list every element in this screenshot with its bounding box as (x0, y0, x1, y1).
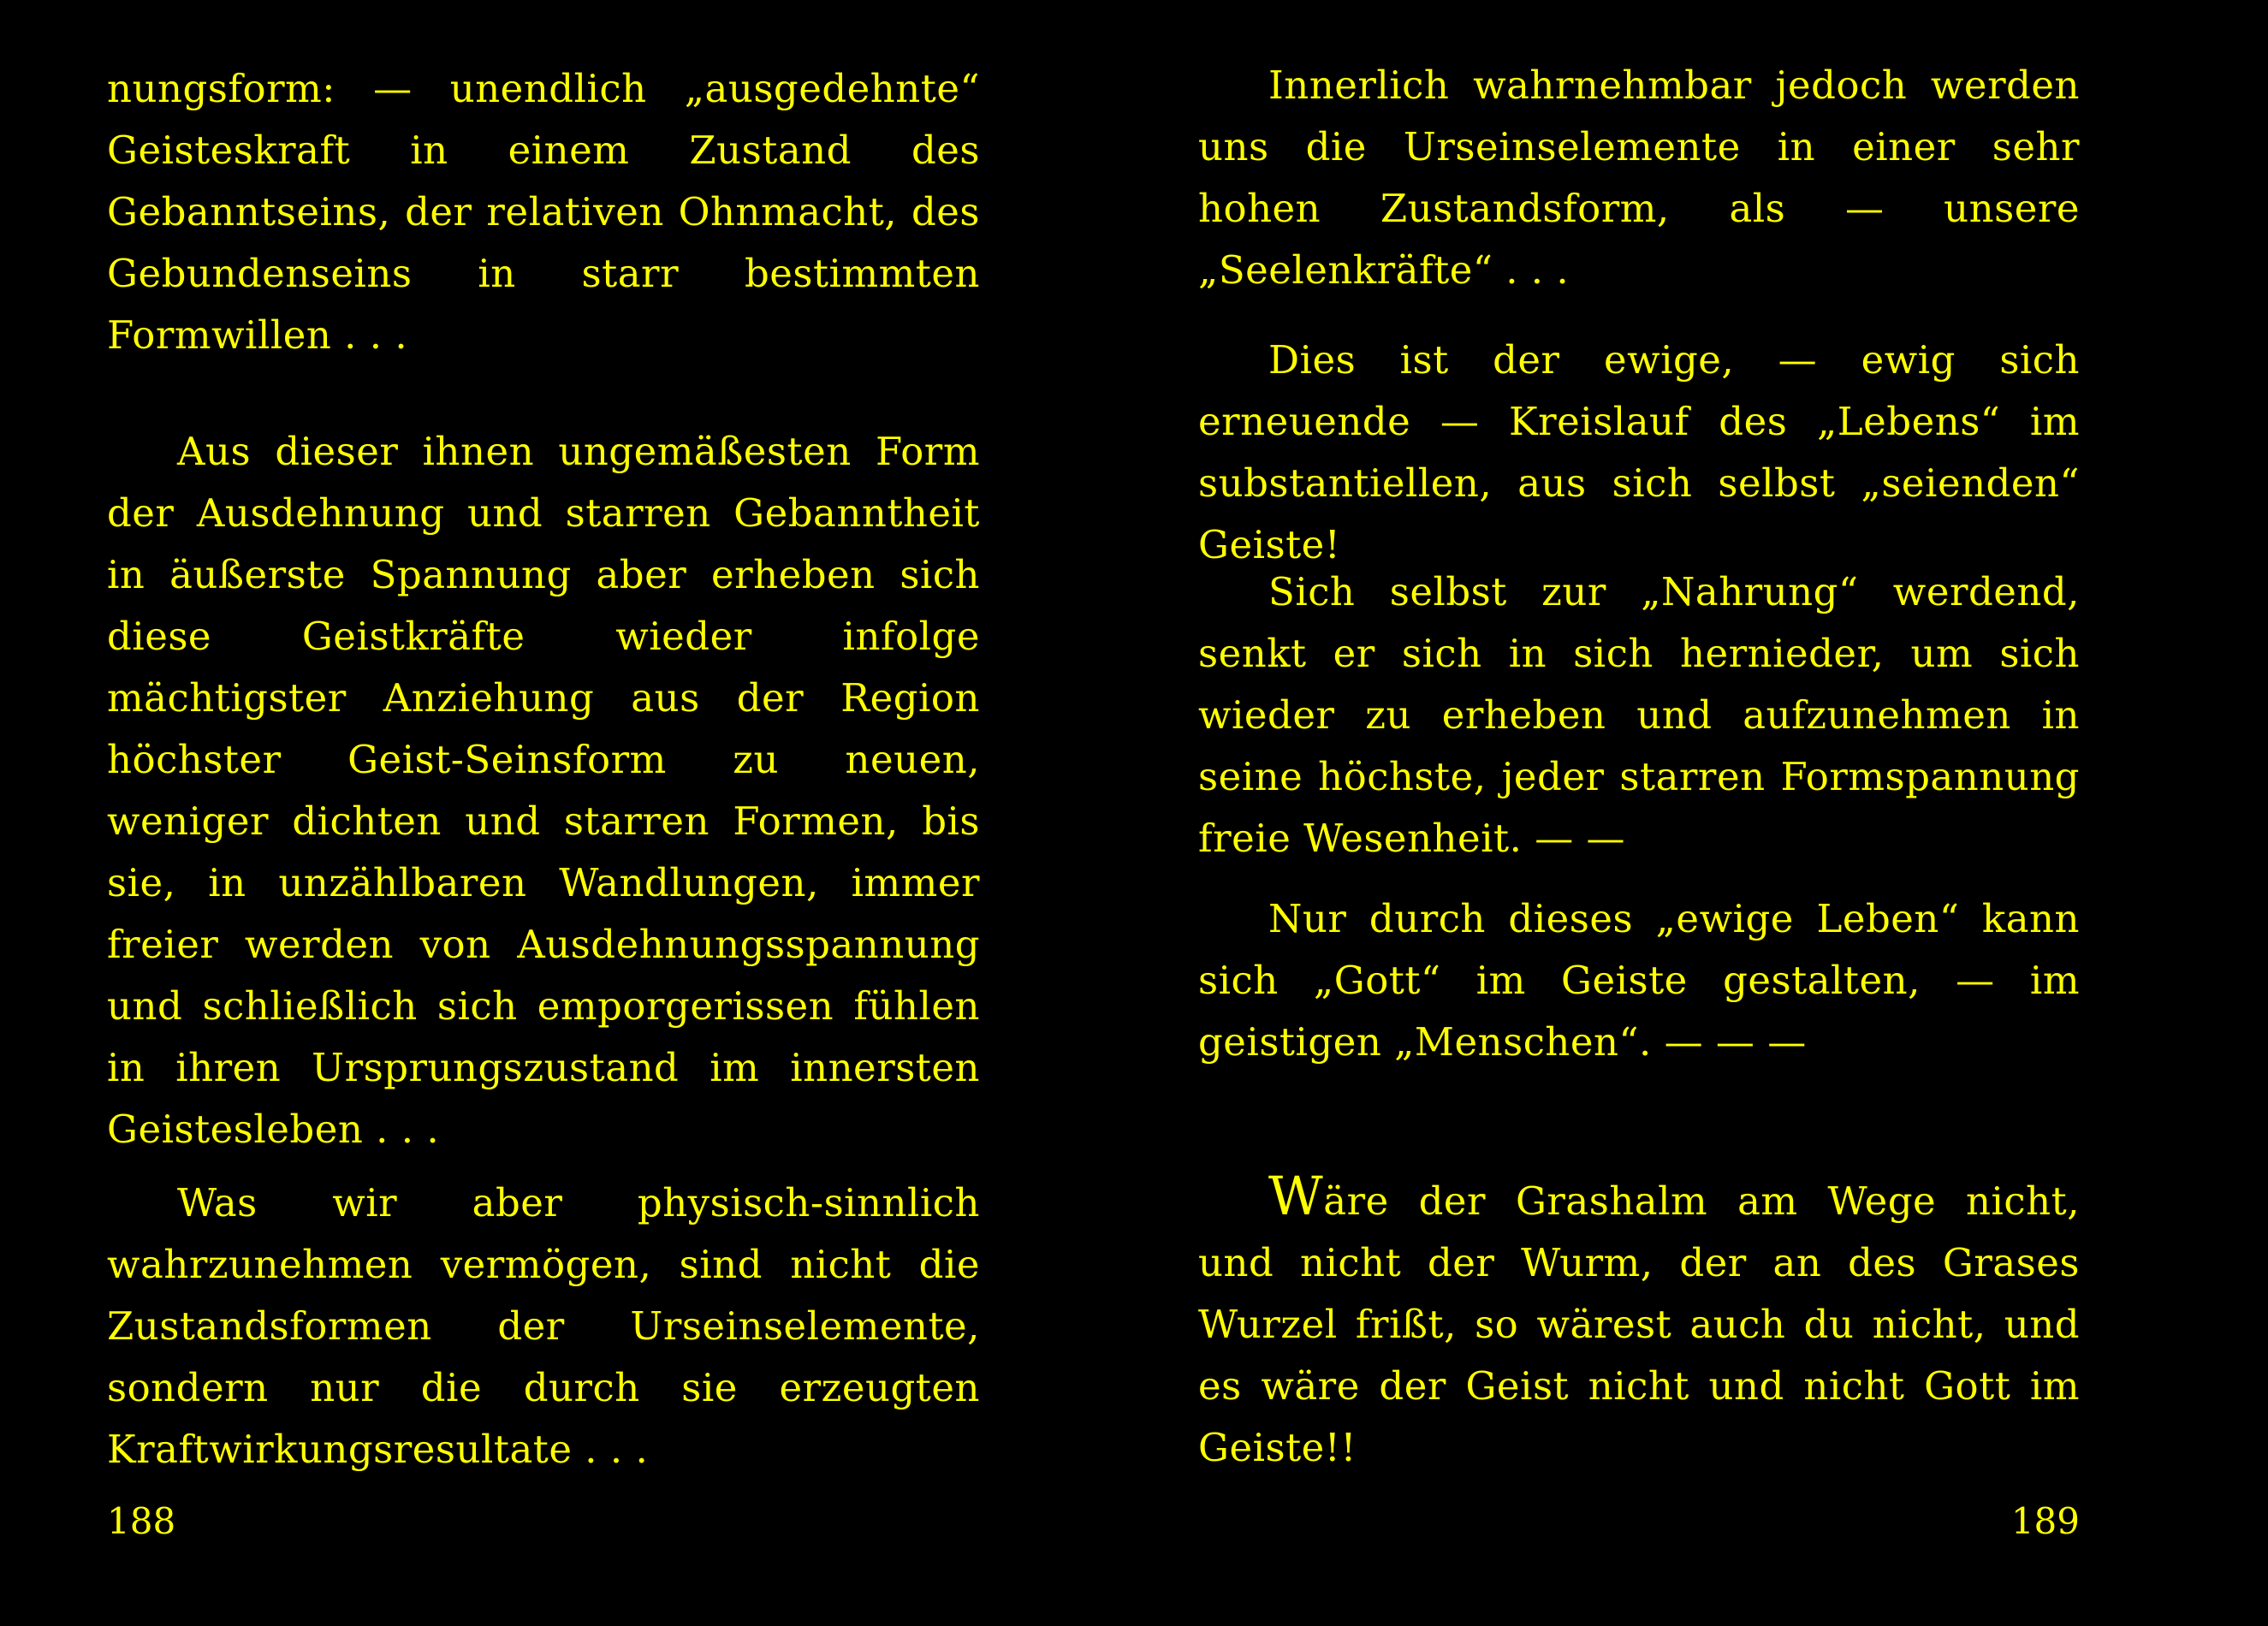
initial-letter: W (1268, 1165, 1324, 1227)
right-paragraph-1: Innerlich wahrnehmbar jedoch werden uns die Urseinselemente in einer sehr hohen Zustandsform, als — unsere „Seelenkräfte“ . . . (1198, 62, 2080, 293)
closing-text: äre der Grashalm am Wege nicht, und nicht der Wurm, der an des Grases Wurzel frißt, so wärest auch du nicht, und es wäre der Geist nicht und nicht Gott im Geiste!! (1198, 1178, 2080, 1470)
left-paragraph-3: Was wir aber physisch-sinnlich wahrzunehmen vermögen, sind nicht die Zustandsformen der Urseinselemente, sondern nur die durch sie erzeugten Kraftwirkungsresultate . . . (107, 1180, 980, 1472)
page-number-left: 188 (107, 1500, 176, 1542)
left-paragraph-1: nungsform: — unendlich „ausgedehnte“ Geisteskraft in einem Zustand des Gebanntseins, der relativen Ohnmacht, des Gebundenseins in starr bestimmten Formwillen . . . (107, 66, 980, 358)
left-page (107, 0, 980, 1626)
left-paragraph-2: Aus dieser ihnen ungemäßesten Form der Ausdehnung und starren Gebanntheit in äußerste Spannung aber erheben sich diese Geistkräfte wieder infolge mächtigster Anziehung aus der Region höchster Geist-Seinsform zu neuen, weniger dichten und starren Formen, bis sie, in unzählbaren Wandlungen, immer freier werden von Ausdehnungsspannung und schließlich sich emporgerissen fühlen in ihren Ursprungszustand im innersten Geistesleben . . . (107, 429, 980, 1152)
right-page (1198, 0, 2080, 1626)
page-number-right: 189 (2010, 1500, 2080, 1542)
right-paragraph-2: Dies ist der ewige, — ewig sich erneuende — Kreislauf des „Lebens“ im substantiellen, aus sich selbst „seienden“ Geiste! (1198, 337, 2080, 567)
right-paragraph-3: Sich selbst zur „Nahrung“ werdend, senkt er sich in sich hernieder, um sich wieder zu erheben und aufzunehmen in seine höchste, jeder starren Formspannung freie Wesenheit. — — (1198, 569, 2080, 861)
right-paragraph-4: Nur durch dieses „ewige Leben“ kann sich „Gott“ im Geiste gestalten, — im geistigen „Menschen“. — — — (1198, 896, 2080, 1065)
closing-paragraph (1198, 1165, 2080, 1479)
